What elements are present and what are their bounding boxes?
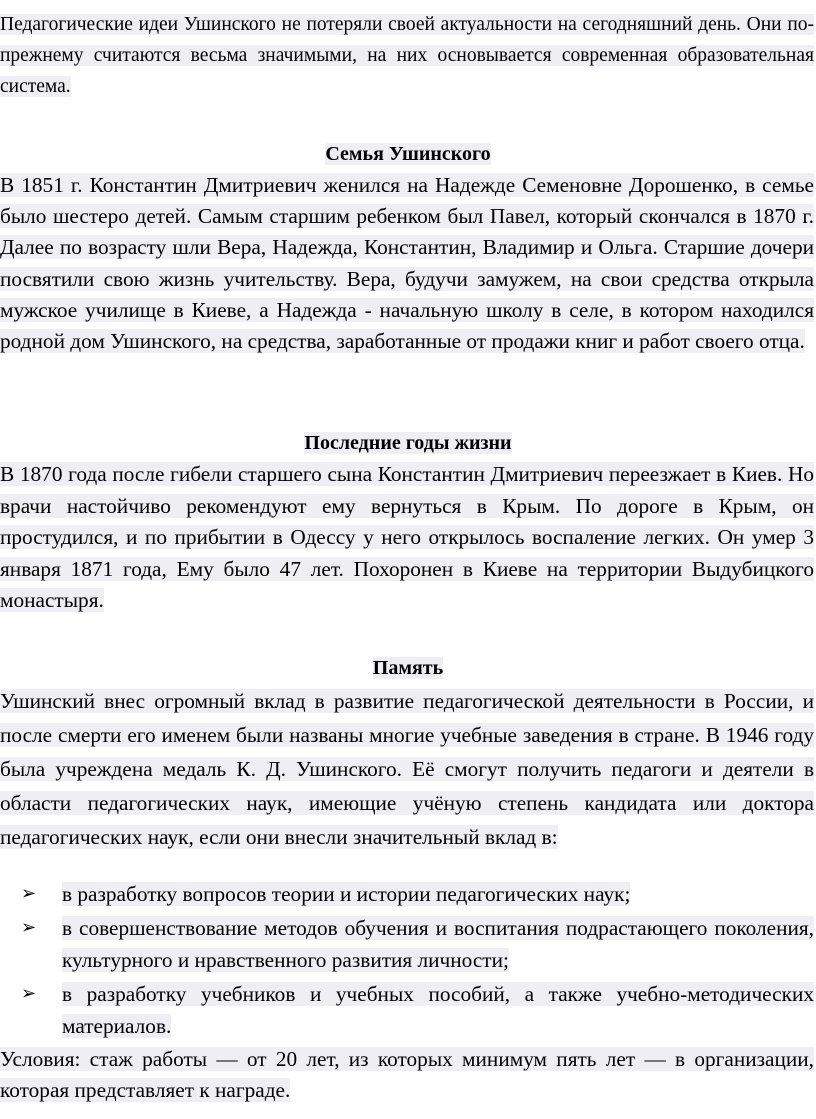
arrowhead-bullet-icon: ➢	[21, 883, 37, 904]
last-years-text: В 1870 года после гибели старшего сына Константин Дмитриевич переезжает в Киев. Но врачи настойчиво рекомендуют ему вернуться в Крым. По дороге в Крым, он простудился, и по прибытии в Одессу у него открылось воспаление легких. Он умер 3 января 1871 года, Ему было 47 лет. Похоронен в Киеве на территории Выдубицкого монастыря.	[0, 462, 814, 612]
list-item-text: в разработку учебников и учебных пособий, а также учебно-методических материалов.	[62, 982, 814, 1038]
list-item	[0, 912, 814, 976]
arrowhead-bullet-icon: ➢	[21, 917, 37, 938]
list-item	[0, 878, 814, 910]
family-text: В 1851 г. Константин Дмитриевич женился на Надежде Семеновне Дорошенко, в семье было шестеро детей. Самым старшим ребенком был Павел, который скончался в 1870 г. Далее по возрасту шли Вера, Надежда, Константин, Владимир и Ольга. Старшие дочери посвятили свою жизнь учительству. Вера, будучи замужем, на свои средства открыла мужское училище в Киеве, а Надежда - начальную школу в селе, в котором находился родной дом Ушинского, на средства, заработанные от продажи книг и работ своего отца.	[0, 173, 814, 354]
conditions-paragraph	[0, 1044, 814, 1106]
conditions-text: Условия: стаж работы — от 20 лет, из которых минимум пять лет — в организации, которая представляет к награде.	[0, 1047, 814, 1102]
memory-heading	[0, 653, 816, 683]
list-item	[0, 978, 814, 1042]
intro-paragraph	[0, 9, 814, 102]
memory-heading-text: Память	[372, 657, 444, 679]
intro-text: Педагогические идеи Ушинского не потеряли своей актуальности на сегодняшний день. Они по-прежнему считаются весьма значимыми, на них основывается современная образовательная система.	[0, 14, 814, 97]
memory-paragraph	[0, 684, 814, 854]
family-heading	[0, 139, 816, 169]
arrowhead-bullet-icon: ➢	[21, 983, 37, 1004]
merits-list	[0, 878, 814, 1044]
last-years-paragraph	[0, 459, 814, 617]
last-years-heading-text: Последние годы жизни	[304, 432, 512, 454]
list-item-text: в совершенствование методов обучения и воспитания подрастающего поколения, культурного и нравственного развития личности;	[62, 916, 814, 972]
list-item-text: в разработку вопросов теории и истории педагогических наук;	[62, 882, 631, 906]
family-paragraph	[0, 170, 814, 357]
family-heading-text: Семья Ушинского	[325, 143, 491, 165]
memory-text: Ушинский внес огромный вклад в развитие педагогической деятельности в России, и после смерти его именем были названы многие учебные заведения в стране. В 1946 году была учреждена медаль К. Д. Ушинского. Её смогут получить педагоги и деятели в области педагогических наук, имеющие учёную степень кандидата или доктора педагогических наук, если они внесли значительный вклад в:	[0, 689, 814, 849]
last-years-heading	[0, 428, 816, 458]
